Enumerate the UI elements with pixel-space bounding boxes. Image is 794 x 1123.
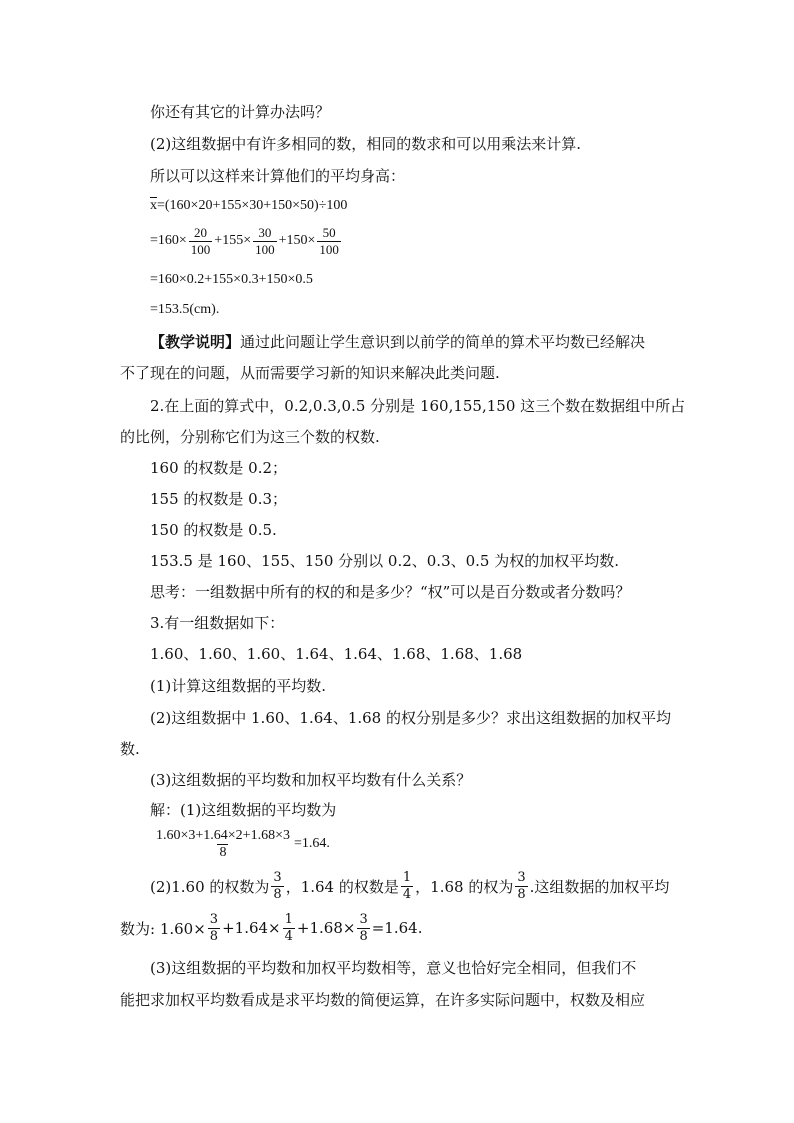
denominator: 100 <box>190 241 211 257</box>
denominator: 8 <box>219 844 227 860</box>
text-line: 能把求加权平均数看成是求平均数的简便运算，在许多实际问题中，权数及相应 <box>120 991 646 1009</box>
solution-text: +1.64× <box>222 919 281 937</box>
equation-text: =(160×20+155×30+150×50)÷100 <box>157 198 348 213</box>
fraction <box>283 912 295 945</box>
denominator: 4 <box>402 886 412 902</box>
fraction <box>271 870 283 903</box>
text-line: 2.在上面的算式中，0.2,0.3,0.5 分别是 160,155,150 这三个数在数据组中所占 <box>150 397 686 415</box>
solution-text: (2)1.60 的权数为 <box>150 877 270 896</box>
equation-line-3: =160×0.2+155×0.3+150×0.5 <box>150 272 313 287</box>
solution-text: ，1.68 的权为 <box>415 877 514 896</box>
denominator: 8 <box>273 886 282 902</box>
numerator: 50 <box>322 224 336 240</box>
question-line: 你还有其它的计算办法吗？ <box>150 103 331 121</box>
question-line: (2)这组数据中 1.60、1.64、1.68 的权分别是多少？求出这组数据的加权平均 <box>150 709 671 727</box>
weight-line: 160 的权数是 0.2； <box>150 459 288 477</box>
solution-line: 解：(1)这组数据的平均数为 <box>150 801 337 819</box>
fraction <box>189 225 213 258</box>
solution-line-2 <box>150 866 669 906</box>
solution-text: =1.64. <box>371 919 423 937</box>
solution-text: +1.68× <box>296 919 356 937</box>
fraction <box>154 828 292 861</box>
equation-line-1 <box>150 196 347 216</box>
note-text: 通过此问题让学生意识到以前学的简单的算术平均数已经解决 <box>240 333 646 351</box>
solution-text: .这组数据的加权平均 <box>529 877 670 896</box>
text-line: (3)这组数据的平均数和加权平均数相等，意义也恰好完全相同，但我们不 <box>150 959 637 977</box>
question-line: (1)计算这组数据的平均数. <box>150 677 327 695</box>
question-line: (3)这组数据的平均数和加权平均数有什么关系？ <box>150 771 472 789</box>
denominator: 8 <box>209 928 219 944</box>
denominator: 4 <box>284 928 293 944</box>
denominator: 100 <box>319 241 339 257</box>
teaching-note <box>150 332 645 352</box>
text-line: 不了现在的问题，从而需要学习新的知识来解决此类问题. <box>120 364 500 382</box>
fraction <box>317 225 341 258</box>
numerator: 3 <box>273 869 282 885</box>
mean-symbol: $\overline{x}$ <box>150 198 157 213</box>
numerator: 3 <box>359 911 368 927</box>
weight-line: 155 的权数是 0.3； <box>150 490 288 508</box>
question-line: 数. <box>120 740 140 758</box>
think-line: 思考：一组数据中所有的权的和是多少？“权”可以是百分数或者分数吗？ <box>150 583 631 601</box>
solution-text: ，1.64 的权数是 <box>285 877 399 896</box>
note-label: 【教学说明】 <box>150 333 241 351</box>
numerator: 1 <box>284 911 293 927</box>
weight-line: 150 的权数是 0.5. <box>150 521 277 539</box>
fraction <box>208 912 220 945</box>
equation-line-4: =153.5(cm). <box>150 302 220 317</box>
method-line: (2)这组数据中有许多相同的数，相同的数求和可以用乘法来计算. <box>150 135 582 153</box>
data-line: 1.60、1.60、1.60、1.64、1.64、1.68、1.68、1.68 <box>150 645 523 663</box>
solution-line-2b <box>120 908 422 948</box>
equation-part: +150× <box>278 233 316 248</box>
denominator: 8 <box>359 928 368 944</box>
equation-line-2 <box>150 222 343 260</box>
equation-part: =160× <box>150 233 187 248</box>
numerator: 3 <box>517 869 526 885</box>
numerator: 20 <box>194 224 208 240</box>
equation-part: +155× <box>214 233 252 248</box>
fraction <box>515 870 527 903</box>
numerator: 1.60×3+1.64×2+1.68×3 <box>156 827 290 843</box>
fraction <box>357 912 369 945</box>
average-formula <box>152 824 330 864</box>
text-line: 3.有一组数据如下： <box>150 614 285 632</box>
numerator: 30 <box>258 224 272 240</box>
numerator: 3 <box>209 911 219 927</box>
text-line: 所以可以这样来计算他们的平均身高： <box>150 167 406 185</box>
weight-line: 153.5 是 160、155、150 分别以 0.2、0.3、0.5 为权的加权平均数. <box>150 552 620 570</box>
fraction <box>253 225 277 258</box>
denominator: 100 <box>255 241 275 257</box>
equation-part: =1.64. <box>293 836 330 851</box>
numerator: 1 <box>402 869 412 885</box>
text-line: 的比例，分别称它们为这三个数的权数. <box>120 428 380 446</box>
fraction <box>401 870 413 903</box>
solution-text: 数为: 1.60× <box>120 919 206 938</box>
denominator: 8 <box>517 886 526 902</box>
